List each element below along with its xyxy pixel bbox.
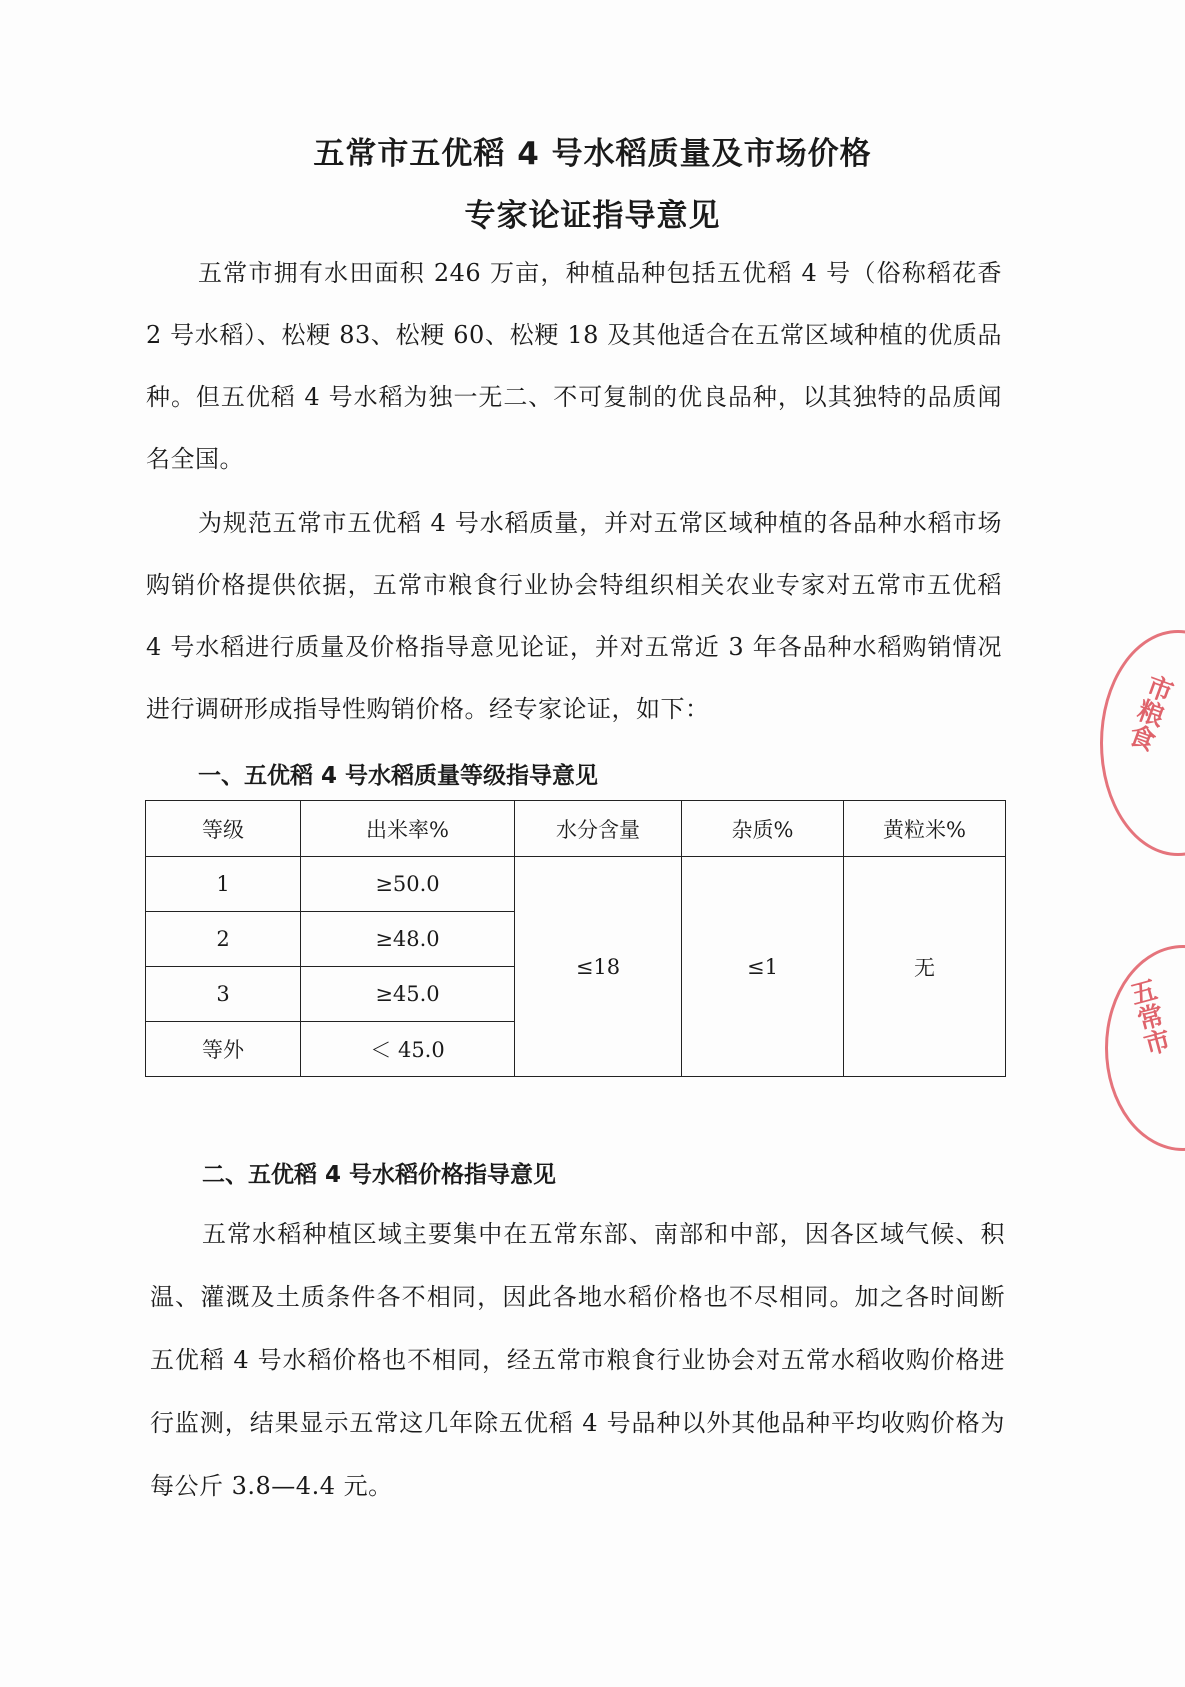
grade-cell: 3 [146,967,301,1022]
grade-cell: 2 [146,912,301,967]
header-milling-rate: 出米率% [301,801,515,857]
rate-cell: ≥50.0 [301,857,515,912]
purpose-paragraph: 为规范五常市五优稻 4 号水稻质量，并对五常区域种植的各品种水稻市场购销价格提供依据，五常市粮食行业协会特组织相关农业专家对五常市五优稻 4 号水稻进行质量及价格指导意见论证，并对五常近 3 年各品种水稻购销情况进行调研形成指导性购销价格。经专家论证，如下： [146,509,1002,723]
header-moisture: 水分含量 [515,801,682,857]
impurity-cell: ≤1 [682,857,844,1077]
seal-stamp [1100,630,1185,856]
rate-cell: ≥48.0 [301,912,515,967]
header-yellow-grain: 黄粒米% [844,801,1006,857]
rate-cell: ≥45.0 [301,967,515,1022]
seal-stamp-text: 市粮食 [1121,670,1177,754]
header-grade: 等级 [146,801,301,857]
seal-stamp [1105,945,1185,1151]
table-row [146,857,1006,912]
rate-cell: ＜ 45.0 [301,1022,515,1077]
intro-paragraph: 五常市拥有水田面积 246 万亩，种植品种包括五优稻 4 号（俗称稻花香 2 号水稻）、松粳 83、松粳 60、松粳 18 及其他适合在五常区域种植的优质品种。但五优稻 4 号水稻为独一无二、不可复制的优良品种，以其独特的品质闻名全国。 [146,259,1002,473]
header-impurity: 杂质% [682,801,844,857]
document-title-line2: 专家论证指导意见 [464,198,721,234]
table-header-row [146,801,1006,857]
grade-cell: 等外 [146,1022,301,1077]
price-paragraph: 五常水稻种植区域主要集中在五常东部、南部和中部，因各区域气候、积温、灌溉及土质条件各不相同，因此各地水稻价格也不尽相同。加之各时间断五优稻 4 号水稻价格也不相同，经五常市粮食行业协会对五常水稻收购价格进行监测，结果显示五常这几年除五优稻 4 号品种以外其他品种平均收购价格为每公斤 3.8—4.4 元。 [150,1220,1005,1500]
document-title-line1: 五常市五优稻 4 号水稻质量及市场价格 [313,136,872,172]
quality-section-heading: 一、五优稻 4 号水稻质量等级指导意见 [198,763,599,789]
moisture-cell: ≤18 [515,857,682,1077]
quality-grade-table [145,800,1006,1077]
grade-cell: 1 [146,857,301,912]
price-section-heading: 二、五优稻 4 号水稻价格指导意见 [202,1162,557,1188]
seal-stamp-text: 五常市 [1123,975,1173,1059]
yellow-grain-cell: 无 [844,857,1006,1077]
